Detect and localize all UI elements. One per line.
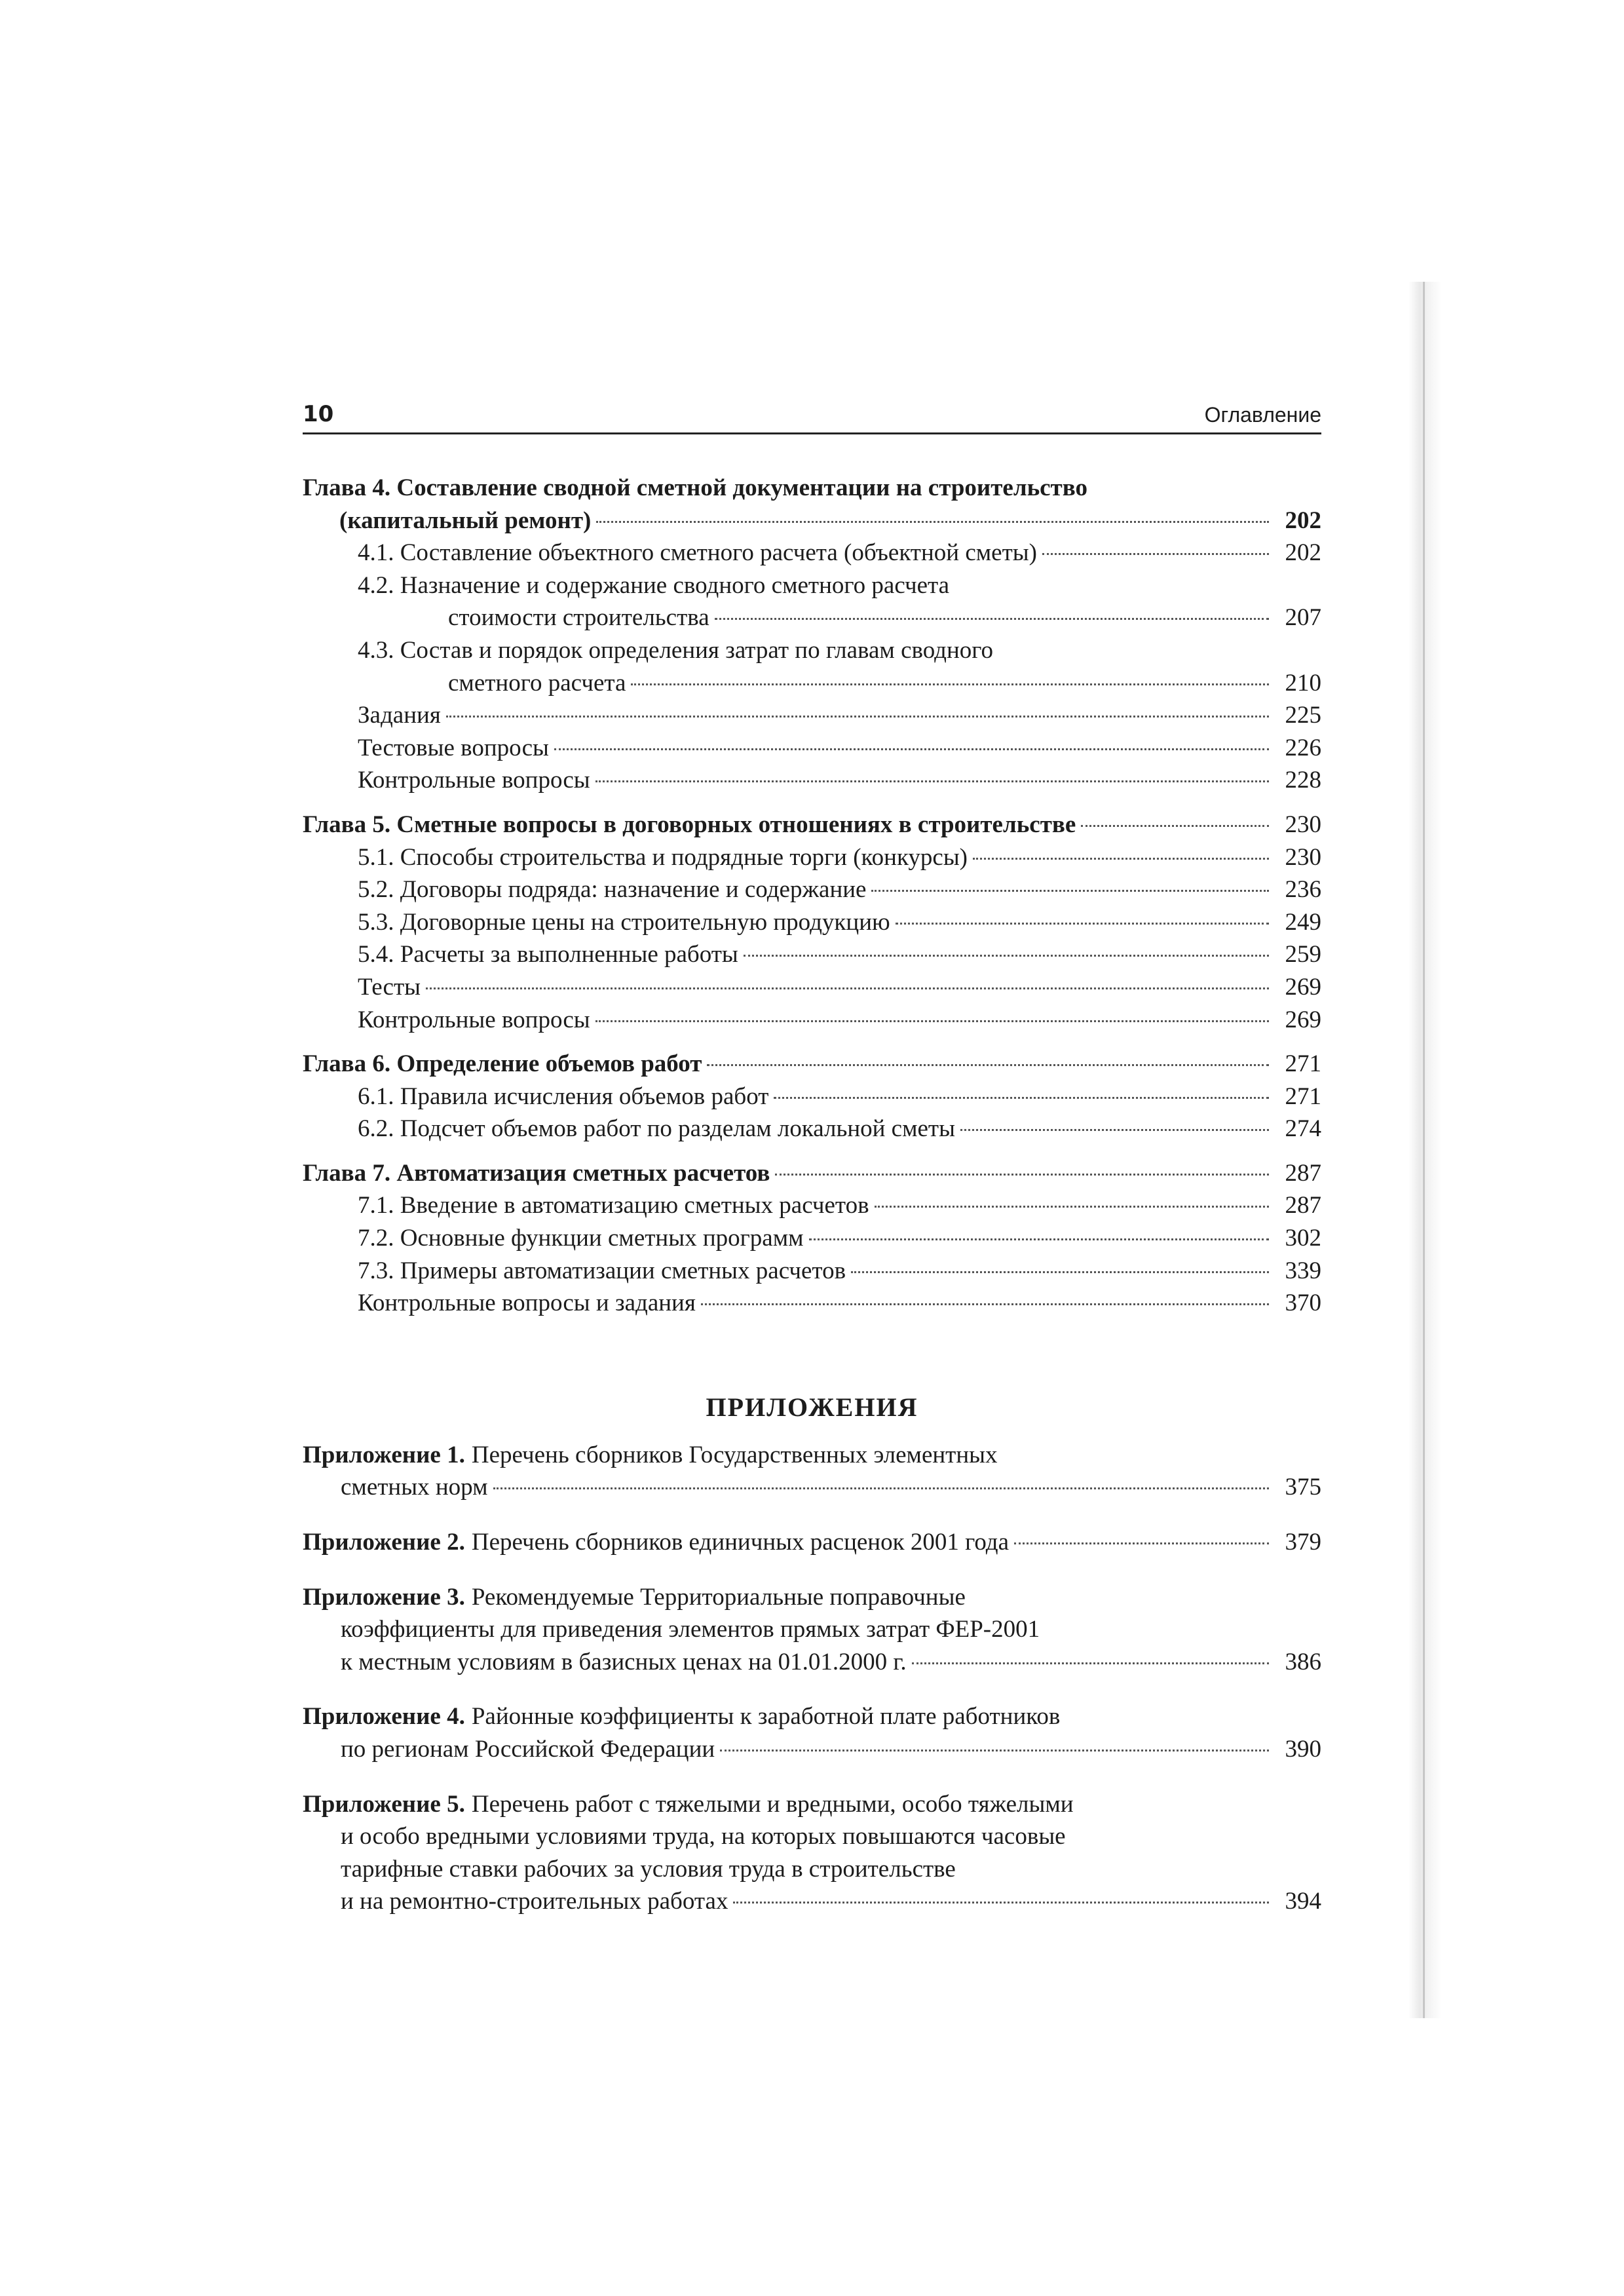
- toc-item-7-control-questions[interactable]: [303, 1287, 1321, 1320]
- toc-chapter-4[interactable]: [303, 472, 1321, 537]
- page-ref: 287: [1285, 1159, 1321, 1187]
- dot-leader: [1042, 553, 1269, 555]
- appendix-title: Рекомендуемые Территориальные поправочные: [471, 1583, 966, 1611]
- toc-item-4-3[interactable]: [303, 634, 1321, 699]
- page-ref: 370: [1285, 1290, 1321, 1317]
- page-ref: 225: [1285, 702, 1321, 729]
- page-ref: 379: [1285, 1529, 1321, 1556]
- dot-leader: [701, 1303, 1269, 1305]
- dot-leader: [707, 1064, 1269, 1066]
- appendix-label: Приложение 3.: [303, 1583, 465, 1611]
- item-title: Тестовые вопросы: [358, 734, 549, 761]
- item-title: Задания: [358, 702, 441, 729]
- item-title-cont: стоимости строительства: [448, 604, 709, 632]
- item-title: 7.1. Введение в автоматизацию сметных расчетов: [358, 1192, 869, 1219]
- appendix-title-cont: по регионам Российской Федерации: [341, 1736, 715, 1763]
- appendix-title: Перечень сборников единичных расценок 2001 года: [471, 1529, 1010, 1556]
- page-ref: 271: [1285, 1050, 1321, 1078]
- dot-leader: [960, 1129, 1269, 1131]
- item-title: Контрольные вопросы и задания: [358, 1290, 696, 1317]
- appendix-title: Перечень сборников Государственных элементных: [471, 1441, 998, 1468]
- appendices-heading: ПРИЛОЖЕНИЯ: [706, 1392, 918, 1422]
- page-ref: 274: [1285, 1115, 1321, 1143]
- appendix-title-cont: тарифные ставки рабочих за условия труда в строительстве: [341, 1855, 956, 1883]
- page-ref: 302: [1285, 1225, 1321, 1252]
- dot-leader: [733, 1902, 1269, 1904]
- toc-item-6-2[interactable]: [303, 1113, 1321, 1145]
- toc-item-4-2[interactable]: [303, 569, 1321, 634]
- dot-leader: [446, 716, 1269, 718]
- appendix-title: Районные коэффициенты к заработной плате работников: [471, 1703, 1061, 1731]
- toc-item-5-2[interactable]: [303, 873, 1321, 906]
- dot-leader: [720, 1750, 1269, 1751]
- toc-item-5-1[interactable]: [303, 841, 1321, 874]
- appendix-title-cont: коэффициенты для приведения элементов прямых затрат ФЕР-2001: [341, 1616, 1040, 1643]
- dot-leader: [1081, 825, 1269, 827]
- dot-leader: [596, 521, 1269, 523]
- dot-leader: [871, 890, 1269, 892]
- dot-leader: [775, 1174, 1269, 1176]
- page-ref: 230: [1285, 811, 1321, 838]
- appendix-title-cont: сметных норм: [341, 1474, 488, 1501]
- toc-item-4-tasks[interactable]: [303, 699, 1321, 732]
- page-ref: 226: [1285, 734, 1321, 761]
- page-ref: 287: [1285, 1192, 1321, 1219]
- dot-leader: [912, 1662, 1269, 1664]
- item-title: Контрольные вопросы: [358, 767, 590, 794]
- item-title: 4.2. Назначение и содержание сводного сметного расчета: [358, 571, 950, 599]
- item-title: 5.2. Договоры подряда: назначение и содержание: [358, 876, 867, 904]
- item-title-cont: сметного расчета: [448, 669, 626, 697]
- dot-leader: [809, 1238, 1269, 1240]
- toc-item-7-2[interactable]: [303, 1222, 1321, 1255]
- page-ref: 207: [1285, 604, 1321, 632]
- toc-appendix-2[interactable]: [303, 1526, 1321, 1559]
- item-title: 5.3. Договорные цены на строительную продукцию: [358, 908, 890, 936]
- chapter-title-cont: (капитальный ремонт): [339, 507, 592, 534]
- appendix-title: Перечень работ с тяжелыми и вредными, особо тяжелыми: [471, 1790, 1074, 1818]
- page-header: [303, 393, 1321, 434]
- dot-leader: [744, 955, 1269, 957]
- page-ref: 210: [1285, 669, 1321, 697]
- page-ref: 249: [1285, 908, 1321, 936]
- toc-chapter-5[interactable]: [303, 809, 1321, 841]
- toc-appendix-3[interactable]: [303, 1581, 1321, 1679]
- item-title: 7.3. Примеры автоматизации сметных расчетов: [358, 1257, 846, 1284]
- toc-item-4-1[interactable]: [303, 537, 1321, 569]
- toc-item-6-1[interactable]: [303, 1081, 1321, 1113]
- page-ref: 259: [1285, 941, 1321, 968]
- item-title: 5.1. Способы строительства и подрядные торги (конкурсы): [358, 843, 968, 871]
- page-ref: 390: [1285, 1736, 1321, 1763]
- page-ref: 202: [1285, 507, 1321, 534]
- scan-page-edge: [1408, 282, 1441, 2018]
- running-title: Оглавление: [1204, 403, 1321, 427]
- chapter-title: Глава 7. Автоматизация сметных расчетов: [303, 1159, 770, 1187]
- item-title: 7.2. Основные функции сметных программ: [358, 1225, 804, 1252]
- item-title: 4.3. Состав и порядок определения затрат по главам сводного: [358, 636, 994, 664]
- page-ref: 202: [1285, 539, 1321, 567]
- appendix-title-cont: и особо вредными условиями труда, на которых повышаются часовые: [341, 1823, 1066, 1850]
- page-ref: 228: [1285, 767, 1321, 794]
- toc-item-7-1[interactable]: [303, 1189, 1321, 1222]
- dot-leader: [851, 1271, 1269, 1273]
- dot-leader: [875, 1206, 1269, 1208]
- dot-leader: [595, 780, 1269, 782]
- toc-item-5-control-questions[interactable]: [303, 1004, 1321, 1037]
- page-ref: 269: [1285, 1006, 1321, 1033]
- dot-leader: [493, 1487, 1270, 1489]
- page-ref: 230: [1285, 843, 1321, 871]
- toc-item-5-4[interactable]: [303, 938, 1321, 971]
- chapter-title: Глава 6. Определение объемов работ: [303, 1050, 702, 1078]
- dot-leader: [426, 987, 1269, 989]
- page-ref: 394: [1285, 1888, 1321, 1915]
- dot-leader: [595, 1020, 1269, 1022]
- dot-leader: [715, 618, 1269, 620]
- item-title: 6.2. Подсчет объемов работ по разделам локальной сметы: [358, 1115, 955, 1143]
- dot-leader: [631, 683, 1269, 685]
- item-title: Контрольные вопросы: [358, 1006, 590, 1033]
- toc-appendix-1[interactable]: [303, 1439, 1321, 1504]
- dot-leader: [1014, 1542, 1269, 1544]
- table-of-contents: [303, 459, 1321, 1918]
- page-ref: 269: [1285, 973, 1321, 1001]
- toc-item-7-3[interactable]: [303, 1255, 1321, 1288]
- toc-chapter-7[interactable]: [303, 1157, 1321, 1190]
- item-title: 5.4. Расчеты за выполненные работы: [358, 941, 738, 968]
- appendix-title-cont: к местным условиям в базисных ценах на 01.01.2000 г.: [341, 1648, 907, 1675]
- chapter-title: Глава 4. Составление сводной сметной документации на строительство: [303, 474, 1087, 501]
- appendix-label: Приложение 4.: [303, 1703, 465, 1731]
- dot-leader: [774, 1097, 1269, 1099]
- toc-item-5-tests[interactable]: [303, 971, 1321, 1004]
- dot-leader: [973, 858, 1269, 860]
- appendix-label: Приложение 1.: [303, 1441, 465, 1468]
- page-ref: 339: [1285, 1257, 1321, 1284]
- toc-item-5-3[interactable]: [303, 906, 1321, 939]
- item-title: 4.1. Составление объектного сметного расчета (объектной сметы): [358, 539, 1037, 567]
- chapter-title: Глава 5. Сметные вопросы в договорных отношениях в строительстве: [303, 811, 1076, 838]
- appendix-label: Приложение 2.: [303, 1529, 465, 1556]
- toc-appendix-5[interactable]: [303, 1788, 1321, 1918]
- dot-leader: [896, 923, 1269, 925]
- toc-chapter-6[interactable]: [303, 1048, 1321, 1081]
- toc-item-4-control-questions[interactable]: [303, 764, 1321, 797]
- page-number: 10: [303, 401, 334, 427]
- page-ref: 375: [1285, 1474, 1321, 1501]
- appendix-title-cont: и на ремонтно-строительных работах: [341, 1888, 728, 1915]
- page-ref: 271: [1285, 1082, 1321, 1110]
- appendix-label: Приложение 5.: [303, 1790, 465, 1818]
- toc-item-4-test-questions[interactable]: [303, 732, 1321, 765]
- item-title: Тесты: [358, 973, 421, 1001]
- toc-appendix-4[interactable]: [303, 1700, 1321, 1765]
- page-ref: 386: [1285, 1648, 1321, 1675]
- page-ref: 236: [1285, 876, 1321, 904]
- dot-leader: [554, 748, 1269, 750]
- item-title: 6.1. Правила исчисления объемов работ: [358, 1082, 769, 1110]
